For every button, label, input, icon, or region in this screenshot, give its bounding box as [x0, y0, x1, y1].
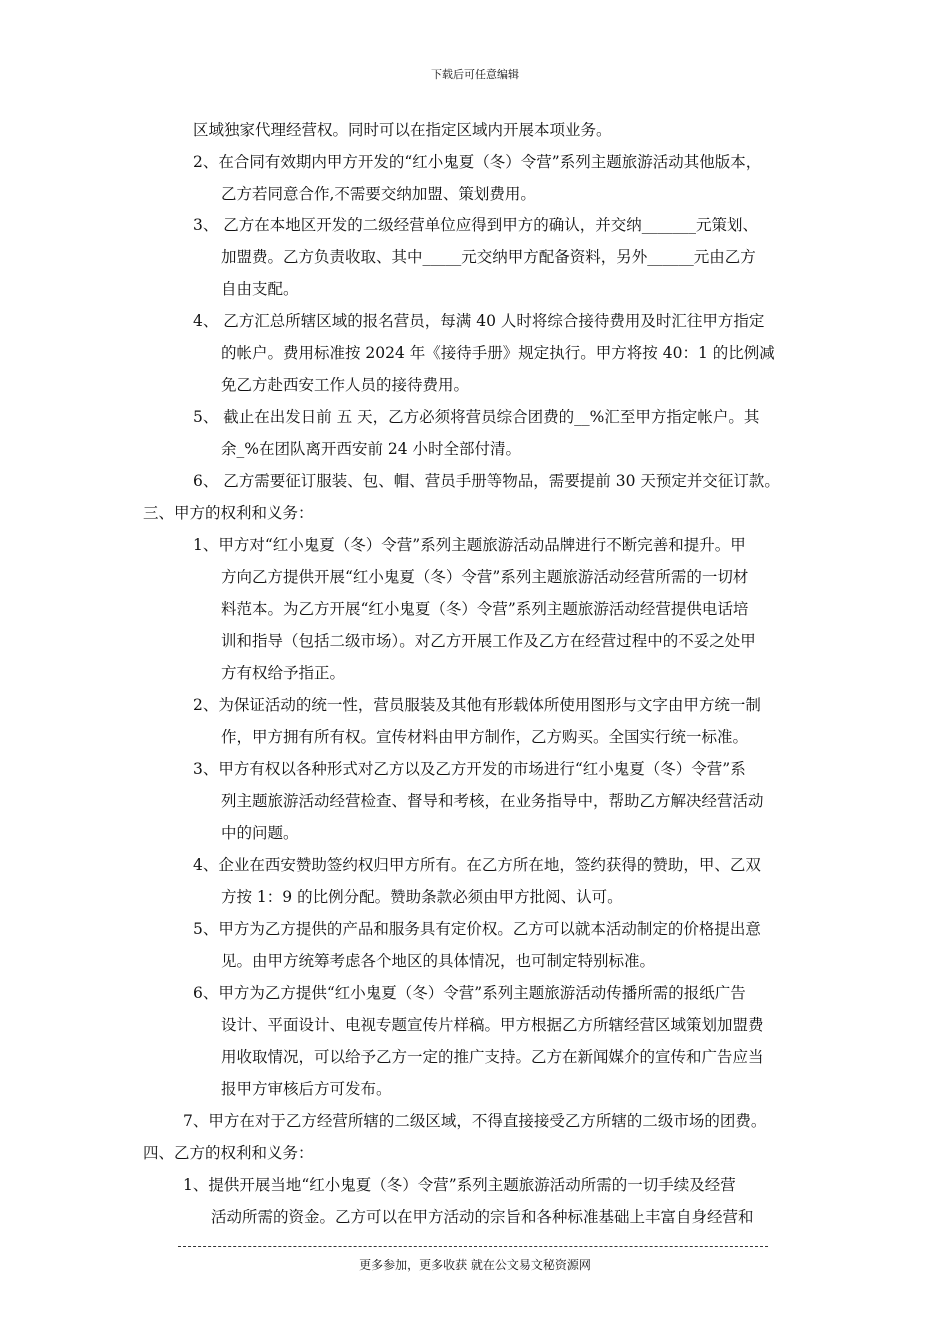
text-line: 3、甲方有权以各种形式对乙方以及乙方开发的市场进行“红小鬼夏（冬）令营”系 — [193, 760, 746, 778]
text-line: 区域独家代理经营权。同时可以在指定区域内开展本项业务。 — [193, 121, 612, 139]
text-line: 方有权给予指正。 — [221, 664, 346, 682]
text-line: 6、 乙方需要征订服装、包、帽、营员手册等物品，需要提前 30 天预定并交征订款。 — [193, 472, 780, 490]
section-heading: 三、甲方的权利和义务： — [143, 504, 314, 522]
text-line: 4、 乙方汇总所辖区域的报名营员，每满 40 人时将综合接待费用及时汇往甲方指定 — [193, 312, 765, 330]
text-line: 见。由甲方统筹考虑各个地区的具体情况，也可制定特别标准。 — [221, 952, 656, 970]
page-header: 下载后可任意编辑 — [431, 68, 519, 81]
text-line: 活动所需的资金。乙方可以在甲方活动的宗旨和各种标准基础上丰富自身经营和 — [211, 1208, 754, 1226]
text-line: 作，甲方拥有所有权。宣传材料由甲方制作，乙方购买。全国实行统一标准。 — [221, 728, 749, 746]
text-line: 用收取情况，可以给予乙方一定的推广支持。乙方在新闻媒介的宣传和广告应当 — [221, 1048, 764, 1066]
text-line: 余_%在团队离开西安前 24 小时全部付清。 — [221, 440, 522, 458]
text-line: 方按 1：9 的比例分配。赞助条款必须由甲方批阅、认可。 — [221, 888, 623, 906]
text-line: 6、甲方为乙方提供“红小鬼夏（冬）令营”系列主题旅游活动传播所需的报纸广告 — [193, 984, 746, 1002]
footer-divider — [178, 1246, 768, 1247]
text-line: 训和指导（包括二级市场）。对乙方开展工作及乙方在经营过程中的不妥之处甲 — [221, 632, 756, 650]
text-line: 免乙方赴西安工作人员的接待费用。 — [221, 376, 470, 394]
text-line: 1、提供开展当地“红小鬼夏（冬）令营”系列主题旅游活动所需的一切手续及经营 — [183, 1176, 736, 1194]
text-line: 乙方若同意合作,不需要交纳加盟、策划费用。 — [221, 185, 536, 203]
text-line: 料范本。为乙方开展“红小鬼夏（冬）令营”系列主题旅游活动经营提供电话培 — [221, 600, 749, 618]
text-line: 列主题旅游活动经营检查、督导和考核，在业务指导中，帮助乙方解决经营活动 — [221, 792, 764, 810]
page-footer: 更多参加，更多收获 就在公文易文秘资源网 — [359, 1258, 591, 1272]
text-line: 报甲方审核后方可发布。 — [221, 1080, 392, 1098]
text-line: 2、在合同有效期内甲方开发的“红小鬼夏（冬）令营”系列主题旅游活动其他版本， — [193, 153, 762, 171]
text-line: 自由支配。 — [221, 280, 299, 298]
text-line: 3、 乙方在本地区开发的二级经营单位应得到甲方的确认，并交纳_______元策划、 — [193, 216, 759, 234]
text-line: 5、甲方为乙方提供的产品和服务具有定价权。乙方可以就本活动制定的价格提出意 — [193, 920, 761, 938]
text-line: 方向乙方提供开展“红小鬼夏（冬）令营”系列主题旅游活动经营所需的一切材 — [221, 568, 749, 586]
text-line: 5、 截止在出发日前 五 天，乙方必须将营员综合团费的__%汇至甲方指定帐户。其 — [193, 408, 760, 426]
text-line: 设计、平面设计、电视专题宣传片样稿。甲方根据乙方所辖经营区域策划加盟费 — [221, 1016, 764, 1034]
text-line: 1、甲方对“红小鬼夏（冬）令营”系列主题旅游活动品牌进行不断完善和提升。甲 — [193, 536, 746, 554]
text-line: 2、为保证活动的统一性，营员服装及其他有形载体所使用图形与文字由甲方统一制 — [193, 696, 761, 714]
text-line: 7、甲方在对于乙方经营所辖的二级区域，不得直接接受乙方所辖的二级市场的团费。 — [183, 1112, 767, 1130]
text-line: 4、企业在西安赞助签约权归甲方所有。在乙方所在地，签约获得的赞助，甲、乙双 — [193, 856, 761, 874]
text-line: 中的问题。 — [221, 824, 299, 842]
section-heading: 四、乙方的权利和义务： — [143, 1144, 314, 1162]
text-line: 加盟费。乙方负责收取、其中_____元交纳甲方配备资料，另外______元由乙方 — [221, 248, 756, 266]
text-line: 的帐户。费用标准按 2024 年《接待手册》规定执行。甲方将按 40：1 的比例减 — [221, 344, 775, 362]
